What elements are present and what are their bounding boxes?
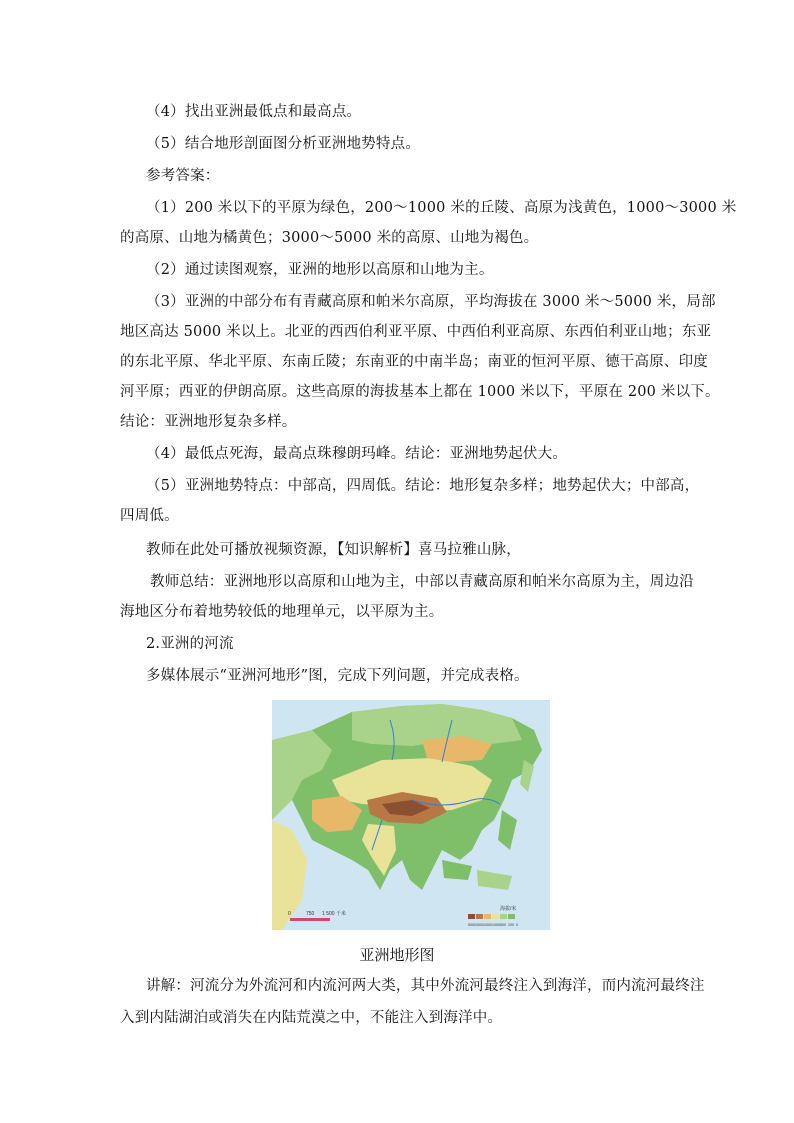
scale-label-750: 750 — [306, 911, 315, 917]
legend-swatch-3 — [484, 914, 491, 919]
answer-heading: 参考答案： — [146, 168, 220, 184]
scale-bar — [290, 918, 330, 921]
legend-value-0: 0 — [516, 923, 518, 927]
figure-caption: 亚洲地形图 — [359, 946, 435, 964]
answer-3-line-3: 的东北平原、华北平原、东南丘陵；东南亚的中南半岛；南亚的恒河平原、德干高原、印度 — [120, 354, 708, 370]
legend-swatch-6 — [508, 914, 515, 919]
teacher-summary-line-1: 教师总结：亚洲地形以高原和山地为主，中部以青藏高原和帕米尔高原为主，周边沿 — [150, 574, 694, 590]
multimedia-instruction: 多媒体展示“亚洲河地形”图，完成下列问题，并完成表格。 — [146, 668, 529, 684]
scale-label-0: 0 — [288, 911, 291, 917]
answer-3-line-4: 河平原；西亚的伊朗高原。这些高原的海拔基本上都在 1000 米以下，平原在 200 米以下。 — [120, 384, 720, 400]
teacher-summary-line-2: 海地区分布着地势较低的地理单元，以平原为主。 — [120, 604, 444, 620]
legend-swatch-1 — [468, 914, 475, 919]
video-note: 教师在此处可播放视频资源，【知识解析】喜马拉雅山脉， — [146, 542, 521, 558]
legend-swatch-2 — [476, 914, 483, 919]
answer-5-line-2: 四周低。 — [120, 508, 179, 524]
legend-value-2000: 2000 — [484, 923, 492, 927]
legend-value-200: 200 — [508, 923, 514, 927]
asia-terrain-map-graphic — [272, 700, 550, 930]
section-heading-rivers: 2.亚洲的河流 — [146, 636, 234, 652]
explanation-line-1: 讲解：河流分为外流河和内流河两大类，其中外流河最终注入到海洋，而内流河最终注 — [146, 978, 705, 994]
question-5: （5）结合地形剖面图分析亚洲地势特点。 — [146, 136, 421, 152]
scale-label-1500: 1 500 千米 — [322, 911, 346, 917]
legend-swatch-4 — [492, 914, 499, 919]
answer-3-conclusion: 结论：亚洲地形复杂多样。 — [120, 414, 297, 430]
legend-value-3000: 3000 — [476, 923, 484, 927]
legend-swatch-5 — [500, 914, 507, 919]
answer-1-line-2: 的高原、山地为橘黄色；3000～5000 米的高原、山地为褐色。 — [120, 230, 539, 246]
legend-value-1000: 1000 — [492, 923, 500, 927]
answer-4: （4）最低点死海，最高点珠穆朗玛峰。结论：亚洲地势起伏大。 — [146, 446, 568, 462]
answer-1-line-1: （1）200 米以下的平原为绿色，200～1000 米的丘陵、高原为浅黄色，1000～3000 米 — [146, 200, 737, 216]
answer-5-line-1: （5）亚洲地势特点：中部高，四周低。结论：地形复杂多样；地势起伏大；中部高， — [146, 478, 700, 494]
asia-terrain-map — [272, 700, 550, 930]
legend-title: 海拔/米 — [500, 906, 517, 912]
answer-3-line-1: （3）亚洲的中部分布有青藏高原和帕米尔高原，平均海拔在 3000 米～5000 米，局部 — [146, 294, 716, 310]
legend-value-5000: 5000 — [468, 923, 476, 927]
answer-2: （2）通过读图观察，亚洲的地形以高原和山地为主。 — [146, 262, 494, 278]
legend-value-500: 500 — [500, 923, 506, 927]
answer-3-line-2: 地区高达 5000 米以上。北亚的西西伯利亚平原、中西伯利亚高原、东西伯利亚山地；东亚 — [120, 324, 712, 340]
explanation-line-2: 入到内陆湖泊或消失在内陆荒漠之中，不能注入到海洋中。 — [120, 1010, 503, 1026]
question-4: （4）找出亚洲最低点和最高点。 — [146, 104, 362, 120]
